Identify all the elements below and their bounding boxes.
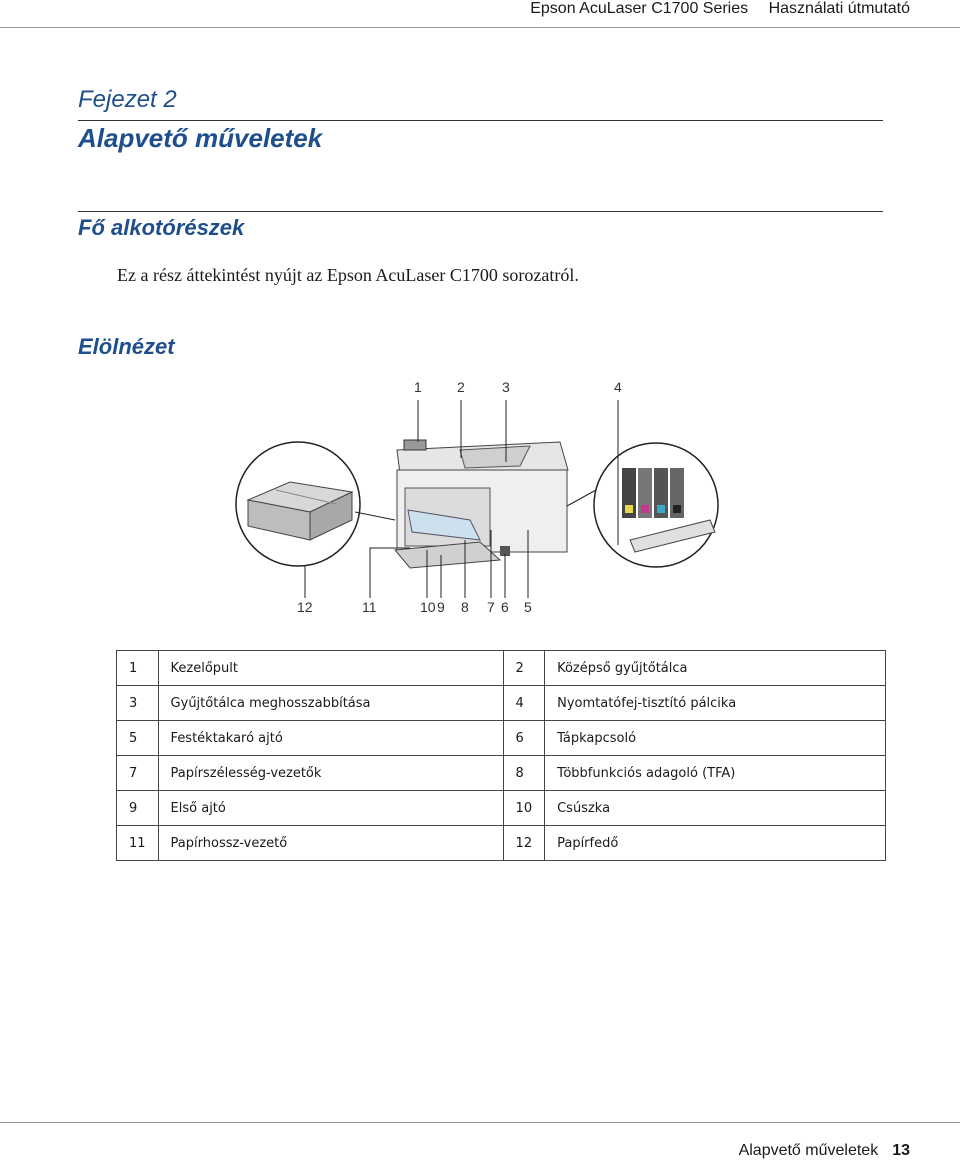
table-row (117, 721, 886, 756)
part-label: Tápkapcsoló (545, 721, 886, 756)
part-number: 2 (503, 651, 545, 686)
part-label: Gyűjtőtálca meghosszabbítása (158, 686, 503, 721)
part-number: 11 (117, 826, 159, 861)
callout-4: 4 (614, 379, 622, 395)
footer-divider (0, 1122, 960, 1123)
part-number: 3 (117, 686, 159, 721)
part-label: Nyomtatófej-tisztító pálcika (545, 686, 886, 721)
callout-12: 12 (297, 599, 313, 615)
callout-5: 5 (524, 599, 532, 615)
callout-6: 6 (501, 599, 509, 615)
page-number: 13 (892, 1142, 910, 1159)
callout-2: 2 (457, 379, 465, 395)
part-label: Középső gyűjtőtálca (545, 651, 886, 686)
section-intro: Ez a rész áttekintést nyújt az Epson AcuLaser C1700 sorozatról. (117, 265, 579, 285)
running-footer (739, 1142, 910, 1160)
part-label: Papírhossz-vezető (158, 826, 503, 861)
header-guide: Használati útmutató (768, 0, 910, 17)
subsection-title: Elölnézet (78, 334, 175, 359)
callout-7: 7 (487, 599, 495, 615)
chapter-label: Fejezet 2 (78, 86, 177, 113)
paper-cover-detail (236, 442, 395, 566)
callout-9: 9 (437, 599, 445, 615)
part-label: Csúszka (545, 791, 886, 826)
chapter-rule (78, 120, 883, 121)
header-divider (0, 27, 960, 28)
part-label: Festéktakaró ajtó (158, 721, 503, 756)
table-row (117, 686, 886, 721)
table-row (117, 651, 886, 686)
table-row (117, 826, 886, 861)
part-number: 6 (503, 721, 545, 756)
part-number: 10 (503, 791, 545, 826)
part-label: Papírfedő (545, 826, 886, 861)
callout-8: 8 (461, 599, 469, 615)
callout-1: 1 (414, 379, 422, 395)
part-number: 12 (503, 826, 545, 861)
part-number: 7 (117, 756, 159, 791)
part-label: Többfunkciós adagoló (TFA) (545, 756, 886, 791)
printer-front-view-figure (0, 370, 960, 630)
part-label: Első ajtó (158, 791, 503, 826)
part-number: 4 (503, 686, 545, 721)
section-rule (78, 211, 883, 212)
part-number: 9 (117, 791, 159, 826)
toner-detail (567, 443, 718, 567)
table-row (117, 791, 886, 826)
callout-3: 3 (502, 379, 510, 395)
running-header (514, 0, 910, 18)
parts-table (116, 650, 886, 861)
part-number: 5 (117, 721, 159, 756)
part-label: Papírszélesség-vezetők (158, 756, 503, 791)
chapter-title: Alapvető műveletek (78, 123, 323, 153)
section-title: Fő alkotórészek (78, 215, 245, 240)
footer-section: Alapvető műveletek (738, 1142, 879, 1159)
printer-illustration (0, 370, 960, 630)
callout-11: 11 (362, 599, 377, 615)
table-row (117, 756, 886, 791)
part-number: 1 (117, 651, 159, 686)
part-number: 8 (503, 756, 545, 791)
callout-10: 10 (420, 599, 436, 615)
printer-body (395, 440, 568, 568)
part-label: Kezelőpult (158, 651, 503, 686)
header-product: Epson AcuLaser C1700 Series (530, 0, 749, 17)
